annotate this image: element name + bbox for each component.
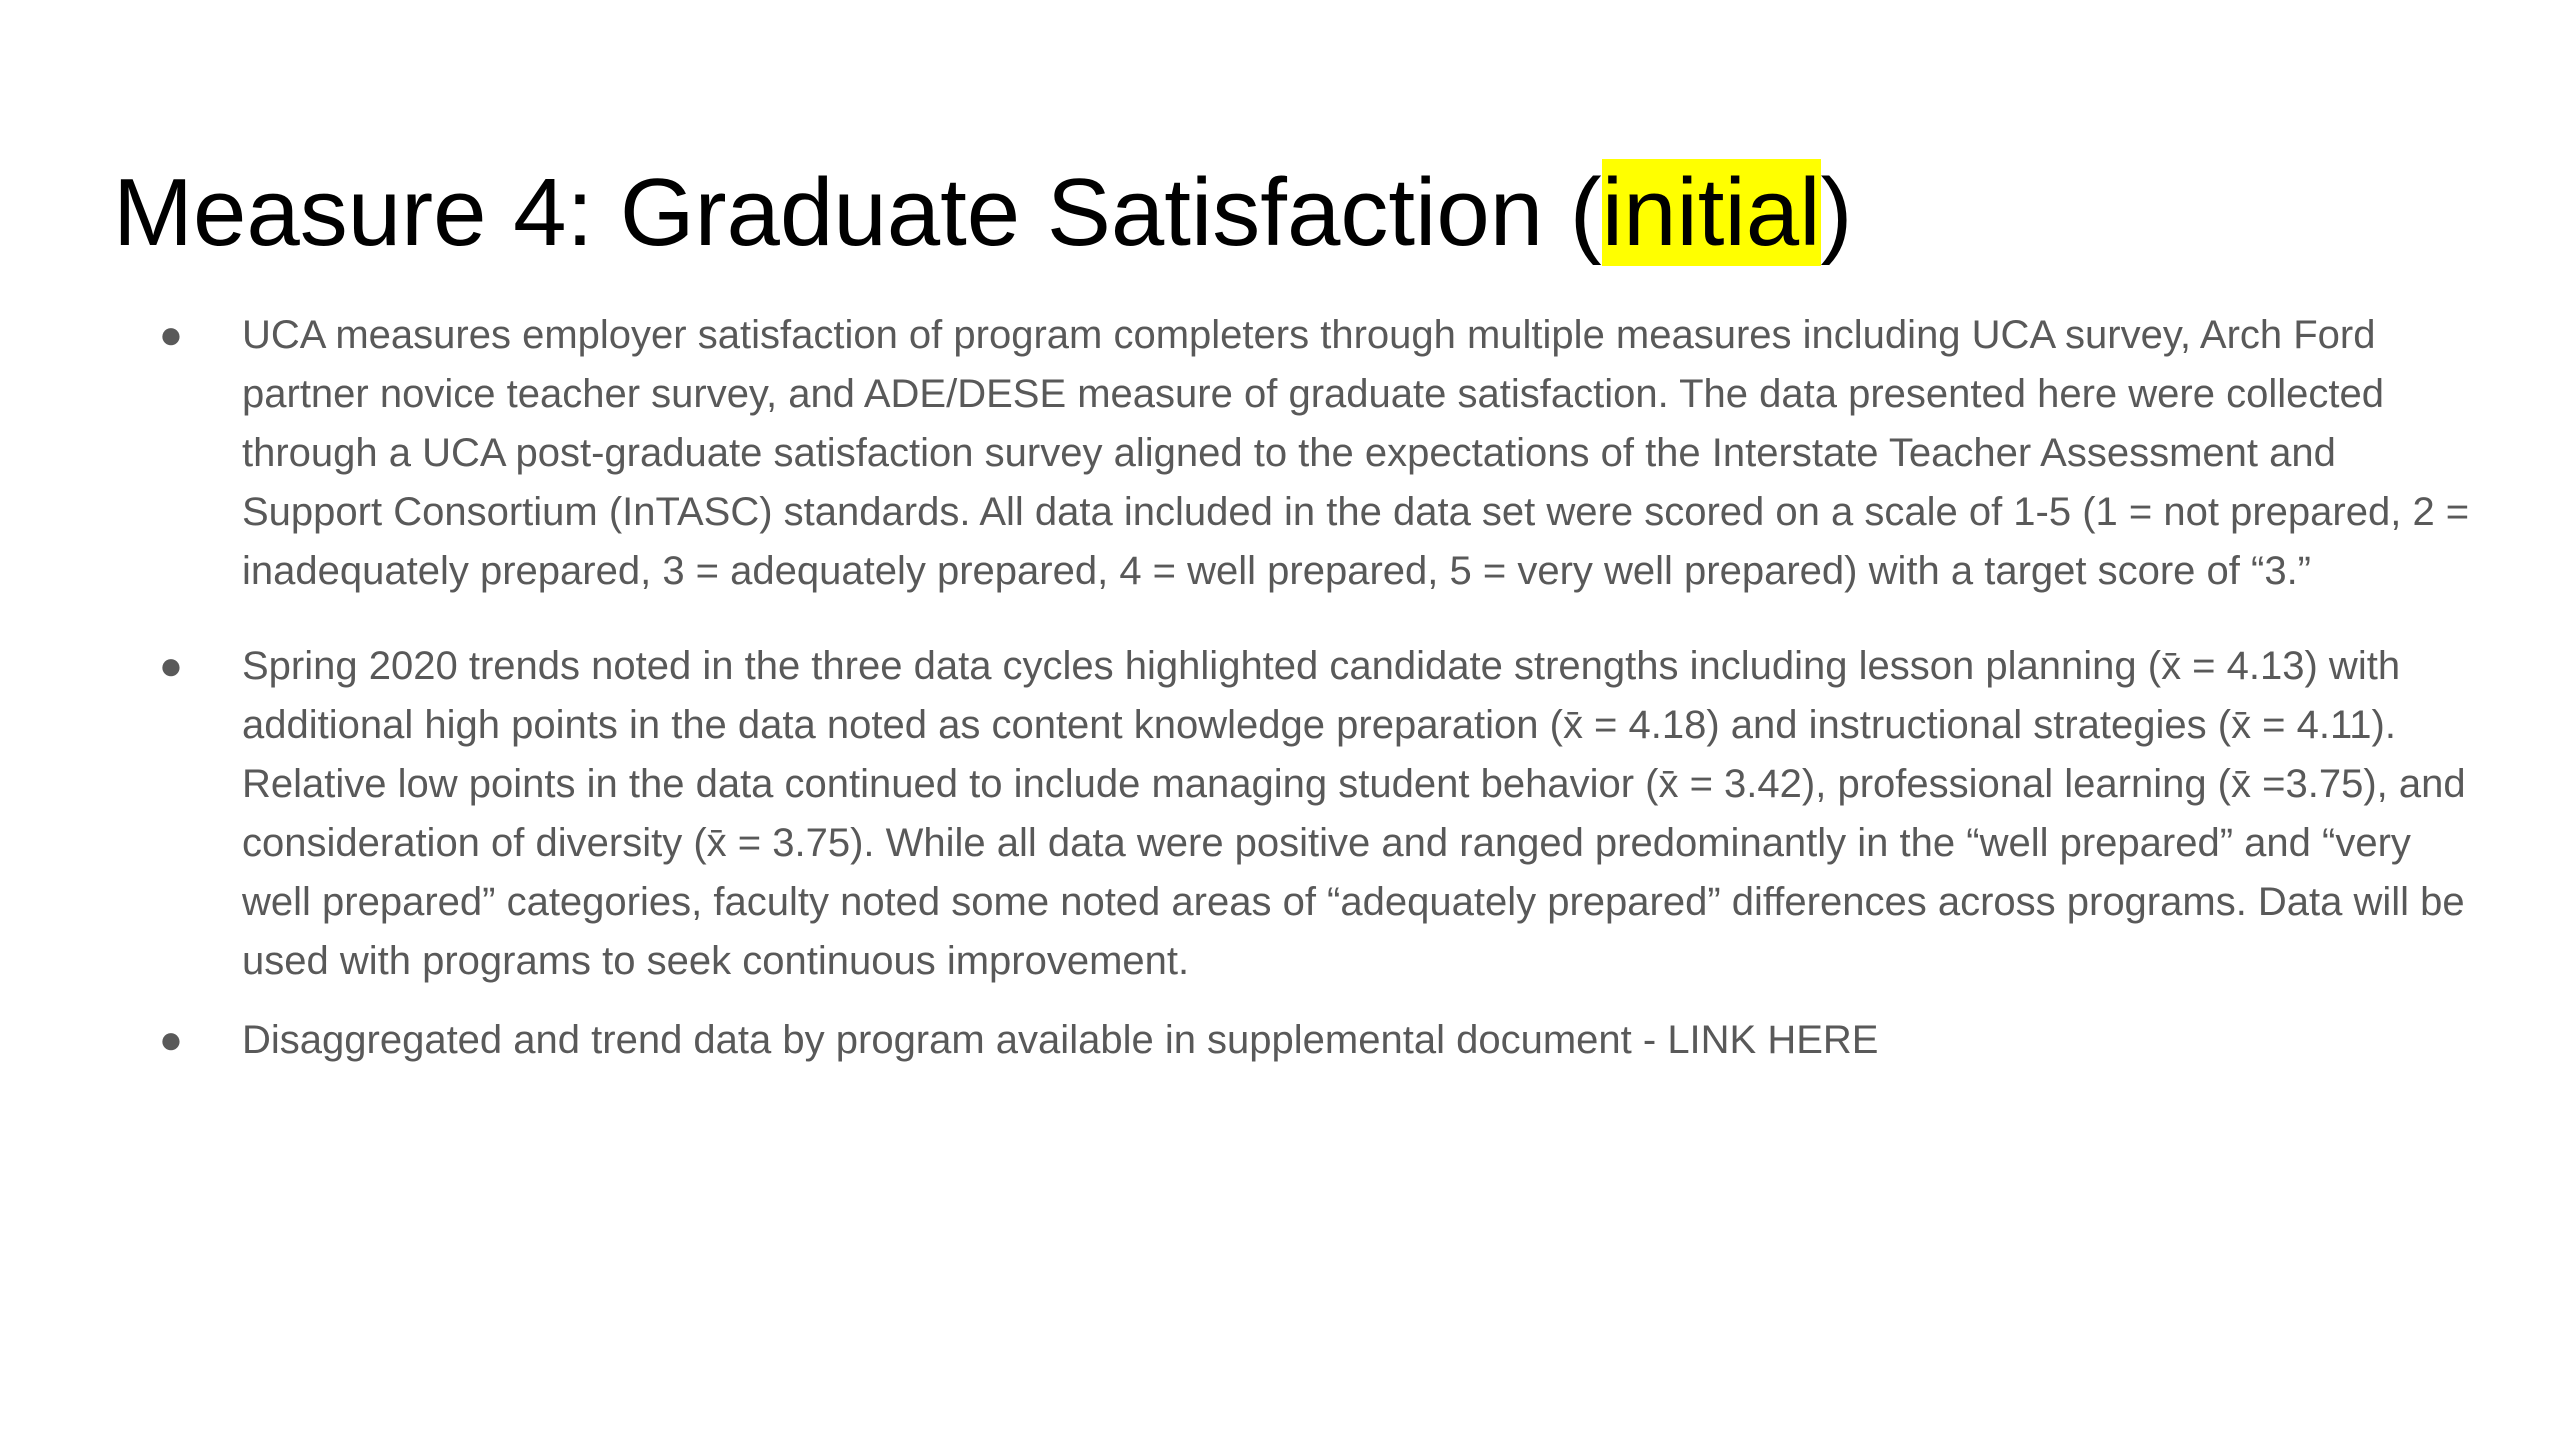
bullet-item [158,306,2472,601]
bullet-text: Disaggregated and trend data by program available in supplemental document - LINK HERE [242,1018,1879,1062]
bullet-icon: ● [158,644,184,688]
bullet-text: UCA measures employer satisfaction of program completers through multiple measures including UCA survey, Arch Ford partner novice teacher survey, and ADE/DESE measure of graduate satisfaction. The data presented here were collected through a UCA post-graduate satisfaction survey aligned to the expectations of the Interstate Teacher Assessment and Support Consortium (InTASC) standards. All data included in the data set were scored on a scale of 1-5 (1 = not prepared, 2 = inadequately prepared, 3 = adequately prepared, 4 = well prepared, 5 = very well prepared) with a target score of “3.” [242,313,2470,593]
bullet-icon: ● [158,1018,184,1062]
title-closing: ) [1820,159,1853,266]
bullet-item [158,637,2472,991]
bullet-item [158,1011,2472,1070]
bullet-icon: ● [158,313,184,357]
title-text: Measure 4: Graduate Satisfaction ( [113,159,1602,266]
slide-title [113,148,1852,278]
bullet-text: Spring 2020 trends noted in the three data cycles highlighted candidate strengths including lesson planning (x̄ = 4.13) with additional high points in the data noted as content knowledge preparation (x̄ = 4.18) and instructional strategies (x̄ = 4.11). Relative low points in the data continued to include managing student behavior (x̄ = 3.42), professional learning (x̄ =3.75), and consideration of diversity (x̄ = 3.75). While all data were positive and ranged predominantly in the “well prepared” and “very well prepared” categories, faculty noted some noted areas of “adequately prepared” differences across programs. Data will be used with programs to seek continuous improvement. [242,644,2466,983]
bullet-list [158,306,2472,1070]
title-highlight: initial [1601,159,1821,266]
